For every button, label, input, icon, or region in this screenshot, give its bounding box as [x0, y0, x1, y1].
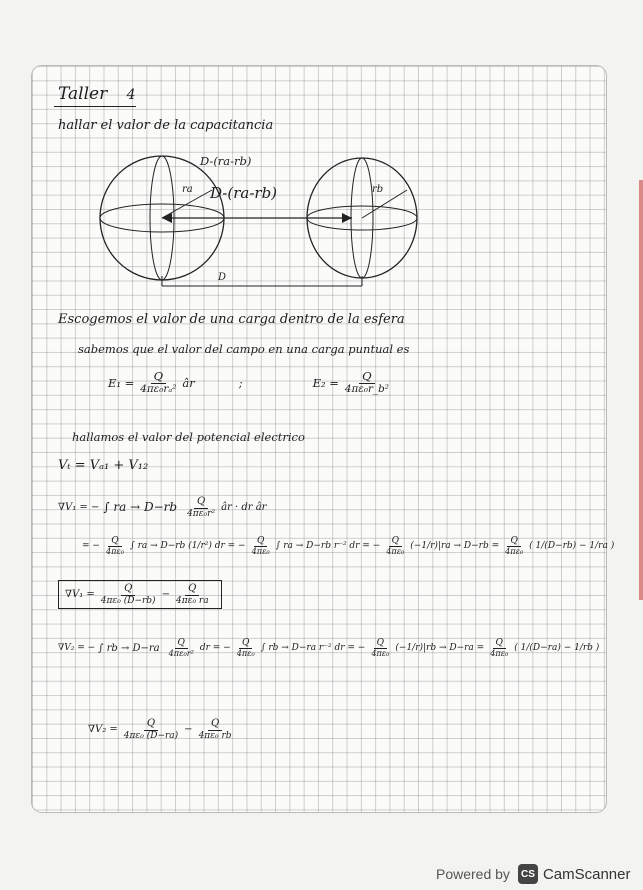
- page-title: [58, 84, 136, 104]
- e1-num: Q: [151, 370, 166, 384]
- box-minus: −: [161, 588, 170, 600]
- v1-boxed-result: [58, 580, 222, 609]
- v1b-num3: Q: [389, 536, 402, 547]
- arrow-head-right: [342, 213, 352, 223]
- v1b-int1: ∫ ra → D−rb (1/r²) dr = −: [130, 541, 246, 552]
- diagram-label-top: D-(ra-rb): [200, 154, 252, 168]
- final-num1: Q: [144, 718, 158, 731]
- title-number: 4: [126, 87, 136, 103]
- final-minus: −: [184, 723, 193, 735]
- v1b-num4: Q: [507, 536, 520, 547]
- v2-num3: Q: [374, 638, 387, 649]
- v1b-end: ( 1/(D−rb) − 1/ra ): [529, 541, 615, 552]
- v1b-int2: ∫ ra → D−rb r⁻² dr = −: [275, 541, 381, 552]
- final-frac2: [196, 718, 235, 741]
- v1-integral-bounds: ∫ ra → D−rb: [103, 500, 178, 515]
- box-frac2: [173, 583, 212, 606]
- box-num2: Q: [185, 583, 199, 596]
- v1b-frac1: [103, 536, 127, 557]
- final-den2: 4πε₀ rb: [198, 730, 232, 741]
- v1-den: 4πε₀r²: [187, 508, 216, 519]
- text-line-2: sabemos que el valor del campo en una carga puntual es: [78, 342, 410, 356]
- e1-den: 4πε₀rₐ²: [140, 383, 177, 396]
- v1b-paren: (−1/r)|ra → D−rb =: [410, 541, 500, 552]
- diagram-label-bottom: D: [218, 272, 227, 283]
- e2-lhs: E₂ =: [312, 376, 339, 391]
- v2-frac2: [234, 638, 258, 659]
- title-underline: [54, 106, 136, 107]
- page-edge-mark: [639, 180, 643, 600]
- v2-int2: ∫ rb → D−ra r⁻² dr = −: [260, 643, 366, 654]
- v1-tail: âr · dr âr: [221, 501, 267, 513]
- intro-line: hallar el valor de la capacitancia: [58, 118, 274, 133]
- v2-den3: 4πε₀: [371, 648, 390, 659]
- e1-unit-vector: âr: [182, 376, 195, 391]
- v2-integral: [58, 638, 599, 659]
- v1b-frac3: [383, 536, 407, 557]
- final-frac1: [121, 718, 181, 741]
- v1-integral: [58, 496, 266, 519]
- v2-den2: 4πε₀: [236, 648, 255, 659]
- radius-b-label: rb: [372, 184, 384, 195]
- e2-fraction: [342, 370, 392, 396]
- v1b-den3: 4πε₀: [386, 546, 405, 557]
- box-frac1: [98, 583, 159, 606]
- v2-end: ( 1/(D−ra) − 1/rb ): [514, 643, 600, 654]
- v2-paren: (−1/r)|rb → D−ra =: [395, 643, 485, 654]
- e1-fraction: [137, 370, 179, 396]
- final-lhs: ∇V₂ =: [88, 723, 118, 735]
- v2-integral-bounds: ∫ rb → D−ra: [98, 642, 160, 654]
- box-den2: 4πε₀ ra: [175, 595, 209, 606]
- v1-fraction: [184, 496, 218, 519]
- v2-num4: Q: [493, 638, 506, 649]
- arrow-head-left: [162, 213, 172, 223]
- v2-den1: 4πε₀r²: [168, 648, 194, 659]
- box-lhs: ∇V₁ =: [65, 588, 95, 600]
- v2-lhs: ∇V₂ = −: [58, 643, 96, 654]
- box-num1: Q: [121, 583, 135, 596]
- v1b-frac2: [249, 536, 273, 557]
- eq-separator: ;: [238, 376, 243, 391]
- powered-by-text: Powered by: [436, 866, 510, 882]
- v2-frac3: [368, 638, 392, 659]
- v2-num1: Q: [175, 638, 188, 649]
- spheres-diagram: [52, 146, 592, 296]
- v1b-num1: Q: [108, 536, 121, 547]
- v1b-num2: Q: [254, 536, 267, 547]
- v2-den4: 4πε₀: [490, 648, 509, 659]
- v1-num: Q: [194, 496, 208, 509]
- v1b-prefix: = −: [82, 541, 100, 552]
- text-line-3: hallamos el valor del potencial electrico: [72, 430, 305, 444]
- v1b-frac4: [502, 536, 526, 557]
- diagram-label-mid: D-(ra-rb): [210, 184, 278, 202]
- final-num2: Q: [208, 718, 222, 731]
- e2-den: 4πε₀r_b²: [344, 383, 389, 396]
- e2-num: Q: [359, 370, 374, 384]
- e1-lhs: E₁ =: [108, 376, 135, 391]
- camscanner-logo-icon: CS: [518, 864, 538, 884]
- v1b-den1: 4πε₀: [105, 546, 125, 557]
- v1-expansion: [82, 536, 614, 557]
- field-equations: [108, 370, 395, 396]
- notebook-page: [32, 66, 615, 812]
- radius-a-label: ra: [182, 184, 193, 195]
- radius-b-line: [362, 190, 407, 218]
- title-text: Taller: [58, 84, 108, 104]
- scanner-footer: [436, 860, 630, 888]
- v2-final-result: [88, 718, 238, 741]
- v1b-den4: 4πε₀: [505, 546, 524, 557]
- text-line-1: Escogemos el valor de una carga dentro de la esfera: [58, 312, 405, 327]
- v1b-den2: 4πε₀: [251, 546, 270, 557]
- v2-num2: Q: [239, 638, 252, 649]
- v2-mid: dr = −: [199, 643, 231, 654]
- v2-frac4: [487, 638, 511, 659]
- camscanner-brand: CamScanner: [542, 865, 631, 883]
- final-den1: 4πε₀ (D−ra): [123, 730, 179, 741]
- vt-equation: Vₜ = Vₐ₁ + V₁₂: [58, 458, 149, 473]
- v2-frac1: [166, 638, 197, 659]
- v1-lhs: ∇V₁ = −: [58, 501, 100, 513]
- box-den1: 4πε₀ (D−rb): [100, 595, 156, 606]
